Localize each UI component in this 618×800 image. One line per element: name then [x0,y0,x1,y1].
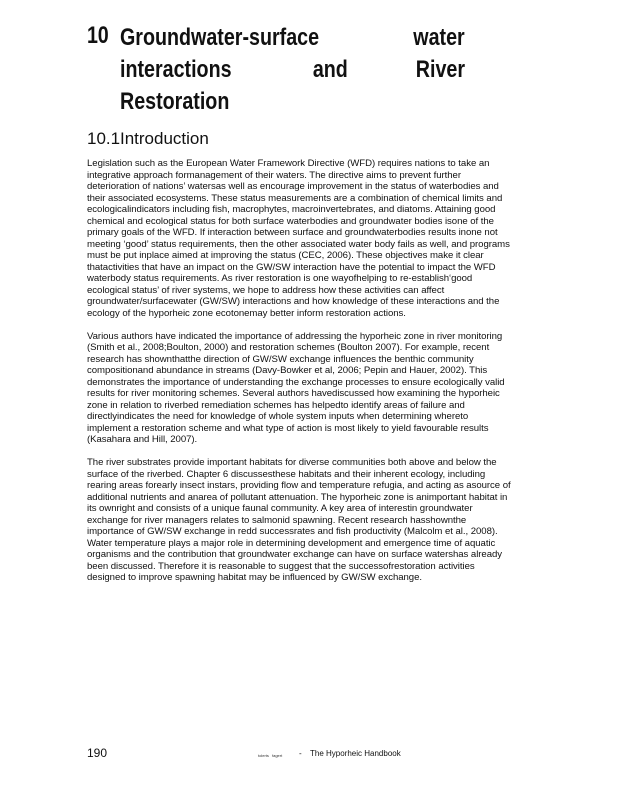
footer-small-label: tolerts [258,753,269,758]
chapter-title-word: Restoration [120,88,230,115]
chapter-title-word: Groundwater-surface [120,24,320,51]
chapter-title-line [120,54,465,86]
chapter-title-line [120,22,465,54]
book-title: The Hyporheic Handbook [310,749,401,758]
paragraph: Various authors have indicated the importance of addressing the hyporheic zone in river monitoring (Smith et al., 2008;Boulton, 2000) and restoration schemes (Boulton 2007). For example, recent research has shownthatthe direction of GW/SW exchange influences the benthic community compositionand abundance in streams (Davy-Bowker et al, 2006; Pepin and Hauer, 2002). This demonstrates the importance of understanding the exchange processes to ensure ecologically valid results for river monitoring schemes. Several authors havediscussed how examining the hyporheic zone in relation to riverbed remediation schemes has helpedto identify areas of failure and directlyindicates the need for knowledge of whole system inputs when determining whereto implement a restoration scheme and what type of action is most likely to yield favourable results (Kasahara and Hill, 2007). [87,330,505,445]
footer-small-label: fagert [272,753,283,758]
paragraph: The river substrates provide important habitats for diverse communities both above and below the surface of the riverbed. Chapter 6 discussesthese habitats and their inherent ecology, including rearing areas forearly insect instars, providing flow and temperature refugia, and acting as asource of additional nutrients and anarea of pollutant attenuation. The hyporheic zone is animportant habitat in its ownright and consists of a unique faunal community. A key area of interestin groundwater exchange for river managers relates to salmonid spawning. Recent research hasshownthe importance of GW/SW exchange in redd successrates and fish productivity (Malcolm et al., 2008). Water temperature plays a major role in determining development and emergence time of aquatic organisms and the contribution that groundwater exchange can have on surface watershas already been discussed. Therefore it is reasonable to suggest that the successofrestoration activities designed to improve spawning habitat may be influenced by GW/SW exchange. [87,457,511,583]
footer-separator: - [299,749,302,758]
section-title: Introduction [120,129,209,148]
page-number: 190 [87,746,108,760]
section-heading [87,129,209,149]
chapter-title-line [120,86,465,118]
body-text [87,158,514,584]
page-footer [87,746,507,762]
chapter-title-word: and [312,56,348,83]
chapter-title [120,22,465,118]
paragraph: Legislation such as the European Water Framework Directive (WFD) requires nations to take an integrative approach formanagement of their waters. The directive aims to prevent further deterioration of nations’ watersas well as encourage improvement in the status of waterbodies and their associated ecosystems. These status measurements are a combination of chemical limits and ecologicalindicators including fish, macrophytes, macroinvertebrates, and diatoms. Attaining good chemical and ecological status for both surface waterbodies and groundwater bodies isone of the primary goals of the WFD. If interaction between surface and groundwaterbodies results inone not meeting ‘good’ status requirements, then the other associated water body fails as well, and programs must be put inplace aimed at improving the status (CEC, 2006). These objectives make it clear thatactivities that have an impact on the GW/SW interaction have the potential to impact the WFD waterbody status requirements. As river restoration is one wayofhelping to re-establish‘good ecological status’ of river systems, we hope to address how these activities can affect groundwater/surfacewater (GW/SW) interactions and how knowledge of these interactions and the ecology of the hyporheic zone ecotonemay better inform restoration actions. [87,158,510,319]
chapter-number: 10 [87,22,109,49]
chapter-title-word: water [413,24,465,51]
chapter-title-word: interactions [120,56,232,83]
section-number: 10.1 [87,129,121,148]
chapter-title-word: River [415,56,465,83]
